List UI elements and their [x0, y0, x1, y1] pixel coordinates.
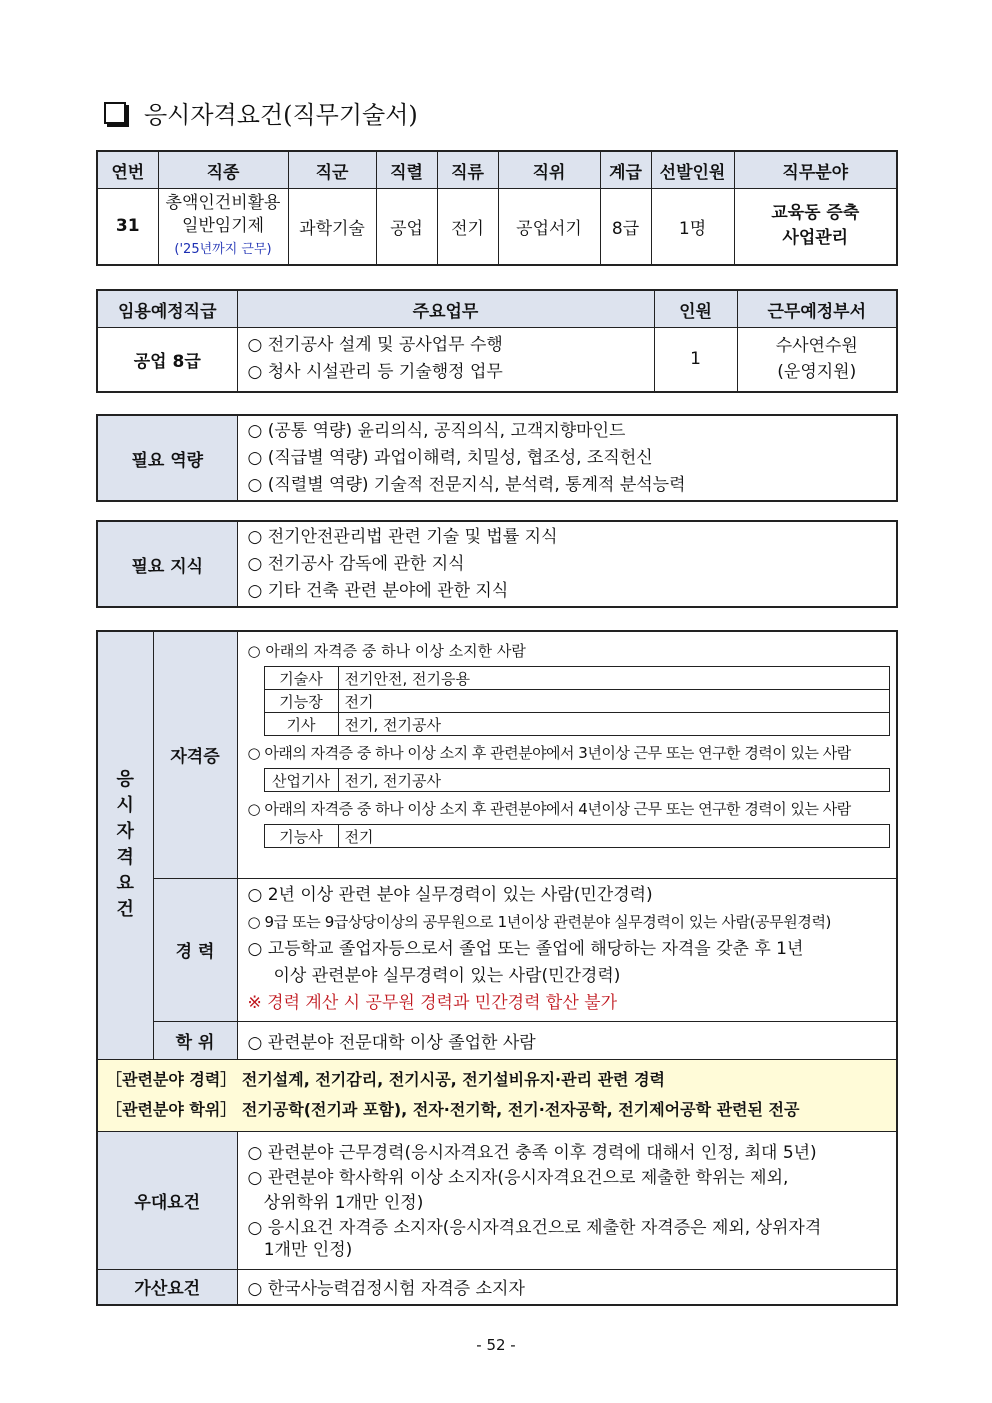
knowledge-item: ○ 전기안전관리법 관련 기술 및 법률 지식 [247, 526, 558, 547]
career-row [97, 878, 897, 1021]
cert-table-3 [264, 824, 890, 848]
cert-values: 전기 [338, 825, 889, 848]
row-number: 31 [97, 189, 158, 265]
job-type-line2: 일반임기제 [181, 215, 265, 236]
cert-type: 산업기사 [264, 769, 338, 792]
job-type-line1: 총액인건비활용 [165, 192, 281, 213]
duty-table-header [97, 290, 897, 328]
side-char: 시 [116, 795, 134, 817]
related-career: ［관련분야 경력］ 전기설계, 전기감리, 전기시공, 전기설비유지·관리 관련 경력 [106, 1070, 665, 1089]
job-field-line1: 교육동 증축 [771, 203, 860, 224]
degree-label: 학 위 [153, 1021, 237, 1059]
career-item-continued: 이상 관련분야 실무경력이 있는 사람(민간경력) [273, 966, 621, 986]
knowledge-item: ○ 기타 건축 관련 분야에 관한 지식 [247, 580, 509, 601]
cert-intro-2: ○ 아래의 자격증 중 하나 이상 소지 후 관련분야에서 3년이상 근무 또는 연구한 경력이 있는 사람 [247, 744, 851, 762]
competency-table [96, 414, 898, 502]
certificate-row [97, 631, 897, 878]
main-duties [237, 328, 654, 392]
cert-type: 기능장 [264, 690, 338, 713]
job-series-cell: 공업 [376, 189, 437, 265]
header-cell: 계급 [600, 151, 651, 189]
cert-values: 전기안전, 전기응용 [338, 667, 889, 690]
career-note: ※ 경력 계산 시 공무원 경력과 민간경력 합산 불가 [247, 993, 617, 1013]
department-cell [737, 328, 897, 392]
header-cell: 직류 [437, 151, 498, 189]
header-cell: 직종 [158, 151, 288, 189]
knowledge-table [96, 520, 898, 608]
competency-list [237, 415, 897, 501]
career-label: 경 력 [153, 878, 237, 1021]
side-char: 건 [116, 899, 134, 921]
cert-type: 기사 [264, 713, 338, 736]
bonus-label: 가산요건 [97, 1269, 237, 1305]
header-cell: 직렬 [376, 151, 437, 189]
cert-type: 기능사 [264, 825, 338, 848]
career-item: ○ 2년 이상 관련 분야 실무경력이 있는 사람(민간경력) [247, 885, 653, 905]
position-table-row [97, 189, 897, 265]
bonus-item: ○ 한국사능력검정시험 자격증 소지자 [237, 1269, 897, 1305]
position-table [96, 150, 898, 266]
side-char: 응 [116, 769, 134, 791]
duty-table [96, 289, 898, 393]
preference-row [97, 1131, 897, 1269]
bonus-row [97, 1269, 897, 1305]
side-char: 요 [116, 873, 134, 895]
side-char: 자 [116, 821, 134, 843]
cert-table-1 [264, 666, 890, 736]
competency-label: 필요 역량 [97, 415, 237, 501]
preference-label: 우대요건 [97, 1131, 237, 1269]
cert-values: 전기, 전기공사 [338, 713, 889, 736]
degree-row [97, 1021, 897, 1059]
header-cell: 선발인원 [651, 151, 734, 189]
header-cell: 임용예정직급 [97, 290, 237, 328]
header-cell: 연번 [97, 151, 158, 189]
preference-item: ○ 관련분야 근무경력(응시자격요건 충족 이후 경력에 대해서 인정, 최대 5년) [247, 1143, 817, 1163]
job-position-cell: 공업서기 [498, 189, 600, 265]
header-cell: 주요업무 [237, 290, 654, 328]
preference-item-continued: 1개만 인정) [247, 1240, 353, 1260]
duty-count: 1 [654, 328, 737, 392]
job-class-cell: 전기 [437, 189, 498, 265]
job-field-cell [734, 189, 897, 265]
cert-values: 전기, 전기공사 [338, 769, 889, 792]
cert-type: 기술사 [264, 667, 338, 690]
qualification-side-label [97, 631, 153, 1059]
competency-item: ○ (직급별 역량) 과업이해력, 치밀성, 협조성, 조직헌신 [247, 447, 653, 468]
page-title-block [104, 95, 418, 130]
cert-table-2 [264, 768, 890, 792]
job-grade-cell: 8급 [600, 189, 651, 265]
related-degree: ［관련분야 학위］ 전기공학(전기과 포함), 전자·전기학, 전기·전자공학, 전기제어공학 관련된 전공 [106, 1100, 800, 1119]
checkbox-icon [104, 102, 126, 124]
header-cell: 직위 [498, 151, 600, 189]
knowledge-list [237, 521, 897, 607]
knowledge-item: ○ 전기공사 감독에 관한 지식 [247, 553, 465, 574]
career-content [237, 878, 897, 1021]
department-line2: (운영지원) [777, 362, 857, 383]
preference-item: ○ 응시요건 자격증 소지자(응시자격요건으로 제출한 자격증은 제외, 상위자격 [247, 1218, 822, 1238]
duty-item: ○ 전기공사 설계 및 공사업무 수행 [247, 335, 503, 356]
job-type-cell [158, 189, 288, 265]
career-item: ○ 9급 또는 9급상당이상의 공무원으로 1년이상 관련분야 실무경력이 있는 사람(공무원경력) [247, 913, 831, 931]
page-title: 응시자격요건(직무기술서) [144, 101, 418, 129]
header-cell: 직무분야 [734, 151, 897, 189]
side-char: 격 [116, 847, 134, 869]
competency-item: ○ (직렬별 역량) 기술적 전문지식, 분석력, 통계적 분석능력 [247, 474, 686, 495]
appointment-grade: 공업 8급 [97, 328, 237, 392]
related-field-cell [97, 1059, 897, 1131]
preference-item: ○ 관련분야 학사학위 이상 소지자(응시자격요건으로 제출한 학위는 제외, [247, 1168, 789, 1188]
qualification-table [96, 630, 898, 1306]
knowledge-label: 필요 지식 [97, 521, 237, 607]
cert-intro-1: ○ 아래의 자격증 중 하나 이상 소지한 사람 [247, 642, 526, 660]
job-type-note: ('25년까지 근무) [174, 241, 272, 257]
competency-item: ○ (공통 역량) 윤리의식, 공직의식, 고객지향마인드 [247, 420, 626, 441]
preference-content [237, 1131, 897, 1269]
recruit-count-cell: 1명 [651, 189, 734, 265]
page-number: - 52 - [476, 1336, 516, 1354]
position-table-header [97, 151, 897, 189]
duty-table-row [97, 328, 897, 392]
duty-item: ○ 청사 시설관리 등 기술행정 업무 [247, 362, 503, 383]
certificate-label: 자격증 [153, 631, 237, 878]
related-field-row [97, 1059, 897, 1131]
preference-item-continued: 상위학위 1개만 인정) [247, 1193, 424, 1213]
job-field-line2: 사업관리 [782, 228, 849, 249]
header-cell: 인원 [654, 290, 737, 328]
degree-item: ○ 관련분야 전문대학 이상 졸업한 사람 [237, 1021, 897, 1059]
career-item: ○ 고등학교 졸업자등으로서 졸업 또는 졸업에 해당하는 자격을 갖춘 후 1년 [247, 939, 804, 959]
department-line1: 수사연수원 [775, 336, 858, 357]
certificate-content [237, 631, 897, 878]
job-group-cell: 과학기술 [288, 189, 376, 265]
cert-intro-3: ○ 아래의 자격증 중 하나 이상 소지 후 관련분야에서 4년이상 근무 또는 연구한 경력이 있는 사람 [247, 800, 851, 818]
header-cell: 근무예정부서 [737, 290, 897, 328]
header-cell: 직군 [288, 151, 376, 189]
cert-values: 전기 [338, 690, 889, 713]
